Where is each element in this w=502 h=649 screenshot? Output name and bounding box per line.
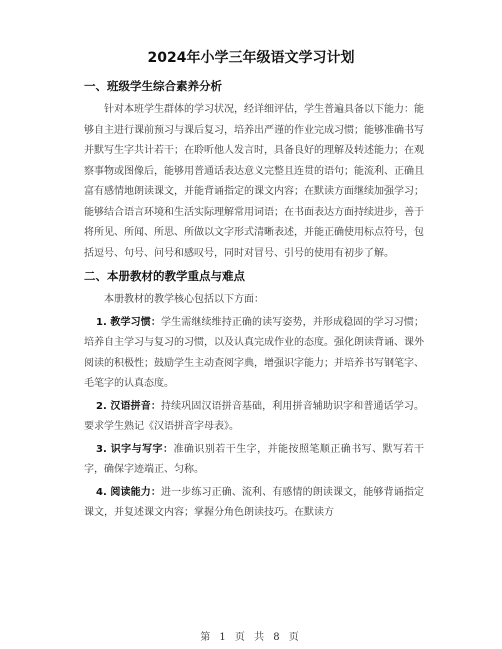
list-item-text: 准确识别若干生字，并能按照笔顺正确书写、默写若干字，确保字迹端正、匀称。 bbox=[84, 443, 424, 475]
list-item bbox=[84, 483, 424, 524]
section-heading-1: 一、班级学生综合素养分析 bbox=[84, 79, 222, 93]
list-item-text: 学生需继续维持正确的读写姿势，并形成稳固的学习习惯；培养自主学习与复习的习惯，以及认真完成作业的态度。强化朗读背诵、课外阅读的积极性；鼓励学生主动查阅字典，增强识字能力；并培养书写钢笔字、毛笔字的认真态度。 bbox=[84, 316, 424, 389]
list-item-text: 持续巩固汉语拼音基础，利用拼音辅助识字和普通话学习。要求学生熟记《汉语拼音字母表》。 bbox=[84, 400, 424, 432]
section-1-paragraph: 针对本班学生群体的学习状况，经详细评估，学生普遍具备以下能力：能够自主进行课前预习与课后复习，培养出严谨的作业完成习惯；能够准确书写并默写生字共计若干；在聆听他人发言时，具备良好的理解及转述能力；在观察事物或图像后，能够用普通话表达意义完整且连贯的语句；能流利、正确且富有感情地朗读课文，并能背诵指定的课文内容；在默读方面继续加强学习；能够结合语言环境和生活实际理解常用词语；在书面表达方面持续进步，善于将所见、所闻、所思、所做以文字形式清晰表述，并能正确使用标点符号，包括逗号、句号、问号和感叹号，同时对冒号、引号的使用有初步了解。 bbox=[84, 104, 424, 259]
list-item-label: 4. 阅读能力： bbox=[96, 486, 161, 498]
list-item-label: 3. 识字与写字： bbox=[96, 443, 174, 455]
document-title: 2024年小学三年级语文学习计划 bbox=[147, 50, 355, 66]
list-item-label: 1. 教学习惯： bbox=[96, 316, 161, 328]
section-2-intro: 本册教材的教学核心包括以下方面： bbox=[104, 294, 264, 305]
document-body bbox=[84, 76, 424, 526]
list-item-label: 2. 汉语拼音： bbox=[96, 400, 161, 412]
list-item bbox=[84, 397, 424, 438]
section-heading-2: 二、本册教材的教学重点与难点 bbox=[84, 269, 245, 283]
list-item bbox=[84, 440, 424, 481]
page-footer: 第 1 页 共 8 页 bbox=[200, 632, 302, 643]
list-item bbox=[84, 313, 424, 395]
list-item-text: 进一步练习正确、流利、有感情的朗读课文，能够背诵指定课文，并复述课文内容；掌握分角色朗读技巧。在默读方 bbox=[84, 486, 424, 518]
